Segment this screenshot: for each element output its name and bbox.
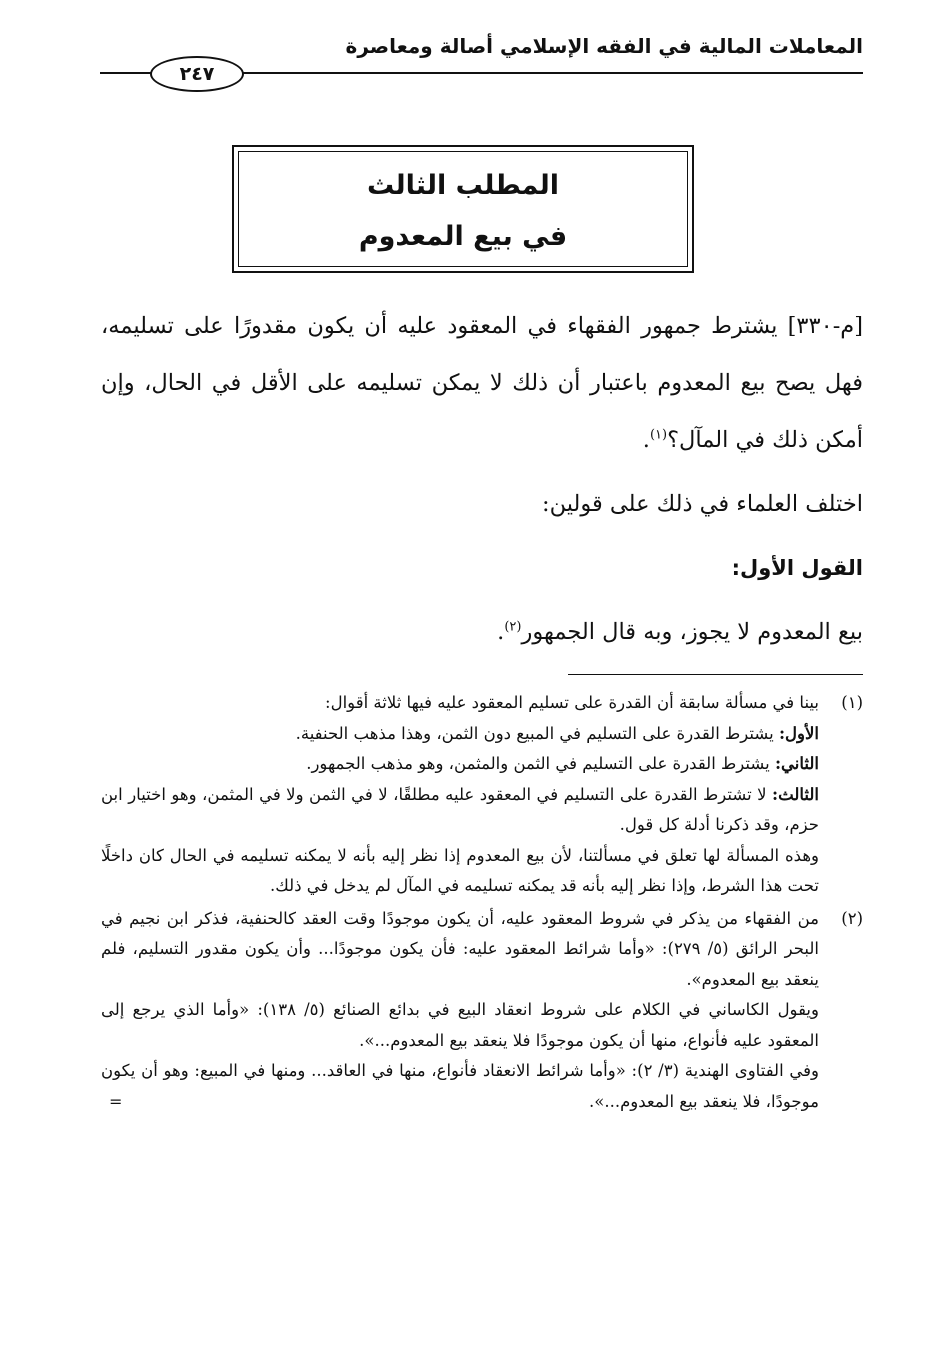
paragraph-1-text: [م-٣٣٠] يشترط جمهور الفقهاء في المعقود عليه أن يكون مقدورًا على تسليمه، فهل يصح بيع المعدوم باعتبار أن ذلك لا يمكن تسليمه على الأقل في الحال، وإن أمكن ذلك في المآل؟ (101, 313, 863, 453)
main-text (101, 298, 863, 661)
footnote-2-text-2: ويقول الكاساني في الكلام على شروط انعقاد البيع في بدائع الصنائع (٥/ ١٣٨): «وأما الذي يرجع إلى المعقود عليه فأنواع، منها أن يكون موجودًا فلا ينعقد بيع المعدوم...». (101, 1000, 819, 1050)
footnote-1 (101, 688, 863, 902)
first-opinion-heading: القول الأول: (731, 556, 863, 580)
paragraph-1-end: . (642, 427, 650, 453)
footnote-2-text-3: وفي الفتاوى الهندية (٣/ ٢): «وأما شرائط الانعقاد فأنواع، منها في العاقد... ومنها في المبيع: وهو أن يكون موجودًا، فلا ينعقد بيع المعدوم...». (101, 1061, 819, 1111)
section-title-frame (232, 145, 694, 273)
page-number-badge: ٢٤٧ (150, 56, 244, 92)
footnote-2-text-1: من الفقهاء من يذكر في شروط المعقود عليه، أن يكون موجودًا وقت العقد كالحنفية، فذكر ابن نجيم في البحر الرائق (٥/ ٢٧٩): «وأما شرائط المعقود عليه: فأن يكون موجودًا... وأن يكون مقدور التسليم، فلم ينعقد بيع المعدوم». (101, 908, 819, 989)
section-subtitle: في بيع المعدوم (358, 221, 568, 252)
paragraph-2: اختلف العلماء في ذلك على قولين: (541, 491, 863, 517)
footnote-2 (101, 904, 863, 1118)
continuation-mark: = (109, 1091, 123, 1111)
footnote-ref-1[interactable]: (١) (649, 427, 668, 443)
footnote-1-opinion-2 (101, 749, 819, 780)
opinion-1-text: يشترط القدرة على التسليم في المبيع دون الثمن، وهذا مذهب الحنفية. (295, 723, 774, 743)
footnote-1-opinion-1 (101, 719, 819, 750)
running-header-title: المعاملات المالية في الفقه الإسلامي أصالة ومعاصرة (345, 34, 863, 58)
footnote-ref-2[interactable]: (٢) (504, 619, 522, 635)
opinion-2-text: يشترط القدرة على التسليم في الثمن والمثمن، وهو مذهب الجمهور. (306, 754, 770, 773)
opinion-1-label: الأول: (778, 723, 819, 743)
footnote-1-closing: وهذه المسألة لها تعلق في مسألتنا، لأن بيع المعدوم إذا نظر إليه بأنه لا يمكنه تسليمه في الحال كان داخلًا تحت هذا الشرط، وإذا نظر إليه بأنه قد يمكنه تسليمه في المآل لم يدخل في ذلك. (101, 845, 819, 895)
footnote-1-intro: بينا في مسألة سابقة أن القدرة على تسليم المعقود عليه فيها ثلاثة أقوال: (325, 693, 819, 712)
paragraph-3 (101, 604, 863, 661)
opinion-2-label: الثاني: (774, 754, 819, 773)
footnote-1-number: (١) (841, 693, 863, 712)
footnotes (101, 688, 863, 1117)
footnote-2-number: (٢) (841, 908, 863, 928)
section-title: المطلب الثالث (366, 170, 560, 201)
opinion-3-text: لا تشترط القدرة على التسليم في المعقود عليه مطلقًا، لا في الثمن ولا في المثمن، وهو اختيار ابن حزم، وقد ذكرنا أدلة كل قول. (101, 784, 819, 834)
footnote-separator (568, 674, 863, 675)
footnote-1-opinion-3 (101, 780, 819, 841)
paragraph-3-text: بيع المعدوم لا يجوز، وبه قال الجمهور (521, 619, 863, 645)
opinion-3-label: الثالث: (772, 784, 819, 804)
paragraph-3-end: . (497, 619, 505, 645)
paragraph-1 (101, 298, 863, 469)
